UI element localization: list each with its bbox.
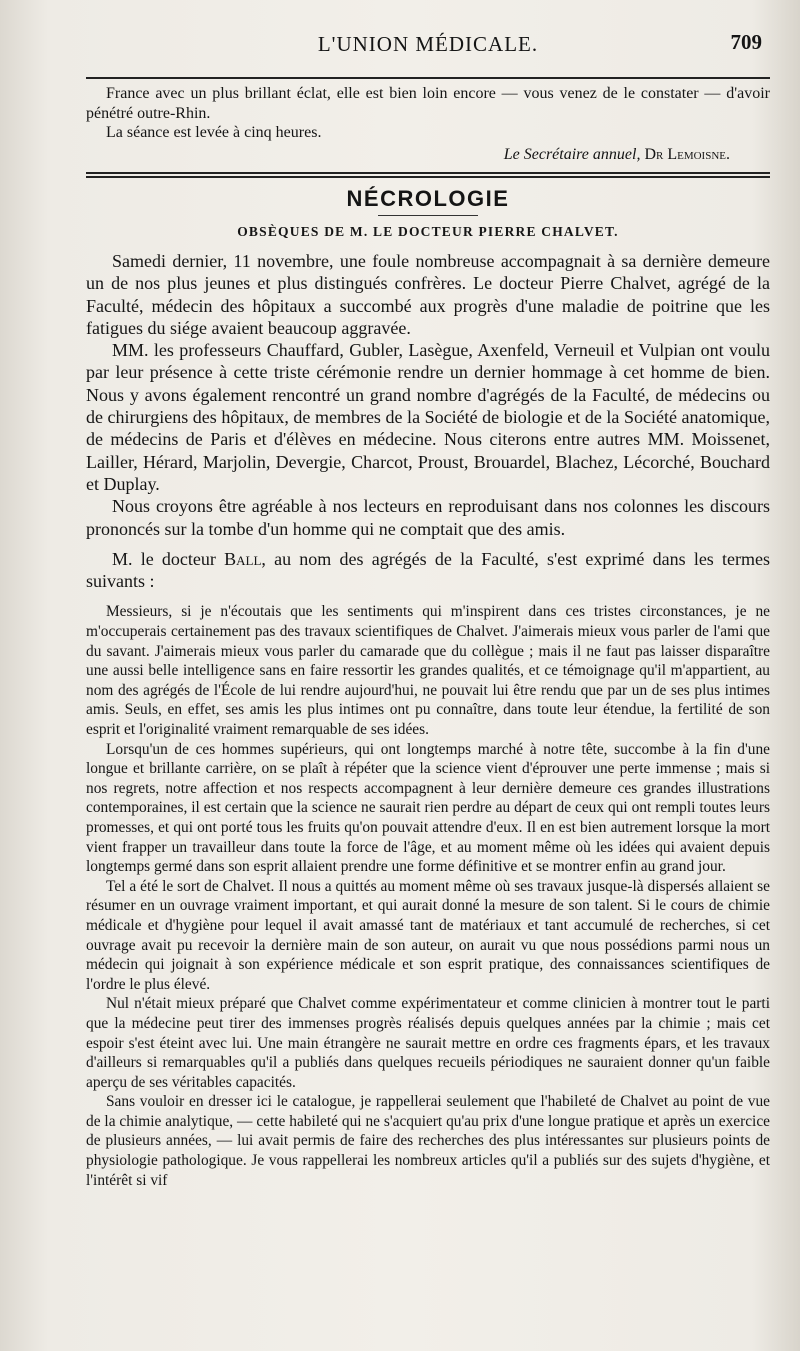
title-underline: [378, 215, 478, 216]
speech-paragraph: Messieurs, si je n'écoutais que les sentiments qui m'inspirent dans ces tristes circonstances, je ne m'occuperais certainement pas des travaux scientifiques de Chalvet. J'aimerais mieux vous parler de l'ami que du savant. J'aimerais mieux vous parler du camarade que du collègue ; mais il ne faut pas laisser disparaître une aussi belle intelligence sans en faire ressortir les grandes qualités, et ce témoignage qu'il m'appartient, au nom des agrégés de l'École de lui rendre aujourd'hui, ne pouvait lui être rendu que par un de ses plus intimes amis. Seuls, en effet, ses amis les plus intimes ont pu connaître, dans toute leur étendue, la fertilité de son esprit et l'originalité vraiment remarquable de ses idées.: [86, 603, 770, 739]
seance-closing-line: La séance est levée à cinq heures.: [106, 124, 322, 141]
signature: [86, 146, 770, 164]
speaker-outro: , au nom des agrégés de la Faculté, s'est exprimé dans les termes suivants :: [86, 548, 771, 592]
speech-paragraph: Sans vouloir en dresser ici le catalogue, je rappellerai seulement que l'habileté de Chalvet au point de vue de la chimie analytique, — cette habileté qui ne s'acquiert qu'au prix d'une longue pratique et après un exercice de plusieurs années, — lui avait permis de faire des recherches des plus intéressantes sur plusieurs points de physiologie pathologique. Je vous rappellerai les nombreux articles qu'il a publiés sur des sujets d'hygiène, et l'intérêt si vif: [86, 1093, 770, 1189]
seance-paragraph: France avec un plus brillant éclat, elle est bien loin encore — vous venez de le constater — d'avoir pénétré outre-Rhin.: [86, 85, 770, 122]
header-rule: [86, 77, 770, 79]
seance-closing: [86, 84, 770, 164]
section-rule: [86, 172, 770, 178]
speech-paragraph: Nul n'était mieux préparé que Chalvet comme expérimentateur et comme clinicien à montrer tout le parti que la médecine peut tirer des immenses progrès réalisés depuis quelques années par la chimie ; mais cet espoir s'est éteint avec lui. Une main étrangère ne saurait mettre en ordre ces fragments épars, et les travaux d'ailleurs si remarquables qu'il a publiés dans quelques recueils périodiques ne sauraient donner qu'un faible aperçu de ses véritables capacités.: [86, 995, 770, 1091]
page-number: 709: [730, 30, 762, 54]
signature-label: Le Secrétaire annuel,: [503, 145, 641, 163]
speaker-intro: M. le docteur: [112, 548, 225, 569]
signature-name: Dr Lemoisne.: [644, 145, 730, 163]
paragraph: Nous croyons être agréable à nos lecteurs en reproduisant dans nos colonnes les discours prononcés sur la tombe d'un homme qui ne comptait que des amis.: [86, 496, 770, 539]
running-title: L'UNION MÉDICALE.: [317, 32, 539, 56]
speech-paragraph: Lorsqu'un de ces hommes supérieurs, qui ont longtemps marché à notre tête, succombe à la fin d'une longue et brillante carrière, on se plaît à répéter que la science vient d'éprouver une perte immense ; mais si nos regrets, notre affection et nos respects accompagnent à leur dernière demeure ces grandes illustrations contemporaines, il est certain que la science ne saurait rien perdre au départ de ceux qui ont rempli toutes leurs promesses, et qui ont porté tous les fruits qu'on pouvait attendre d'eux. Il en est bien autrement lorsque la mort vient frapper un travailleur dans toute la force de l'âge, et au moment même où les idées qui avaient depuis longtemps germé dans son esprit allaient prendre une forme définitive et se montrer enfin au grand jour.: [86, 740, 770, 876]
paragraph: MM. les professeurs Chauffard, Gubler, Lasègue, Axenfeld, Verneuil et Vulpian ont voulu par leur présence à cette triste cérémonie rendre un dernier hommage à cet homme de bien. Nous y avons également rencontré un grand nombre d'agrégés de la Faculté, de médecins ou de chirurgiens des hôpitaux, de membres de la Société de biologie et de la Société anatomique, de médecins de Paris et d'élèves en médecine. Nous citerons entre autres MM. Moissenet, Lailler, Hérard, Marjolin, Devergie, Charcot, Proust, Brouardel, Blachez, Lécorché, Bouchard et Duplay.: [86, 340, 770, 494]
article-subheading: OBSÈQUES DE M. LE DOCTEUR PIERRE CHALVET.: [237, 224, 619, 239]
paragraph: [86, 548, 770, 593]
running-head: [86, 30, 770, 64]
article-body: [86, 250, 770, 592]
speaker-name: Ball: [224, 548, 262, 569]
paragraph: Samedi dernier, 11 novembre, une foule nombreuse accompagnait à sa dernière demeure un de nos plus jeunes et plus distingués confrères. Le docteur Pierre Chalvet, agrégé de la Faculté, médecin des hôpitaux a succombé aux progrès d'une maladie de poitrine que les fatigues du siége avaient beaucoup aggravée.: [86, 251, 770, 338]
section-title: NÉCROLOGIE: [346, 186, 510, 211]
necrologie-section: [86, 186, 770, 1190]
speech-paragraph: Tel a été le sort de Chalvet. Il nous a quittés au moment même où ses travaux jusque-là dispersés allaient se résumer en un ouvrage vraiment important, et qui aurait donné la mesure de son talent. Si le cours de chimie médicale et d'hygiène pour lequel il avait amassé tant de matériaux et tant accumulé de recherches, si cet ouvrage avait pu recevoir la dernière main de son auteur, on aurait vu que nous possédions parmi nous un médecin qui joignait à son expérience médicale et son esprit pratique, des connaissances scientifiques de l'ordre le plus élevé.: [86, 877, 770, 993]
speech-body: [86, 602, 770, 1190]
